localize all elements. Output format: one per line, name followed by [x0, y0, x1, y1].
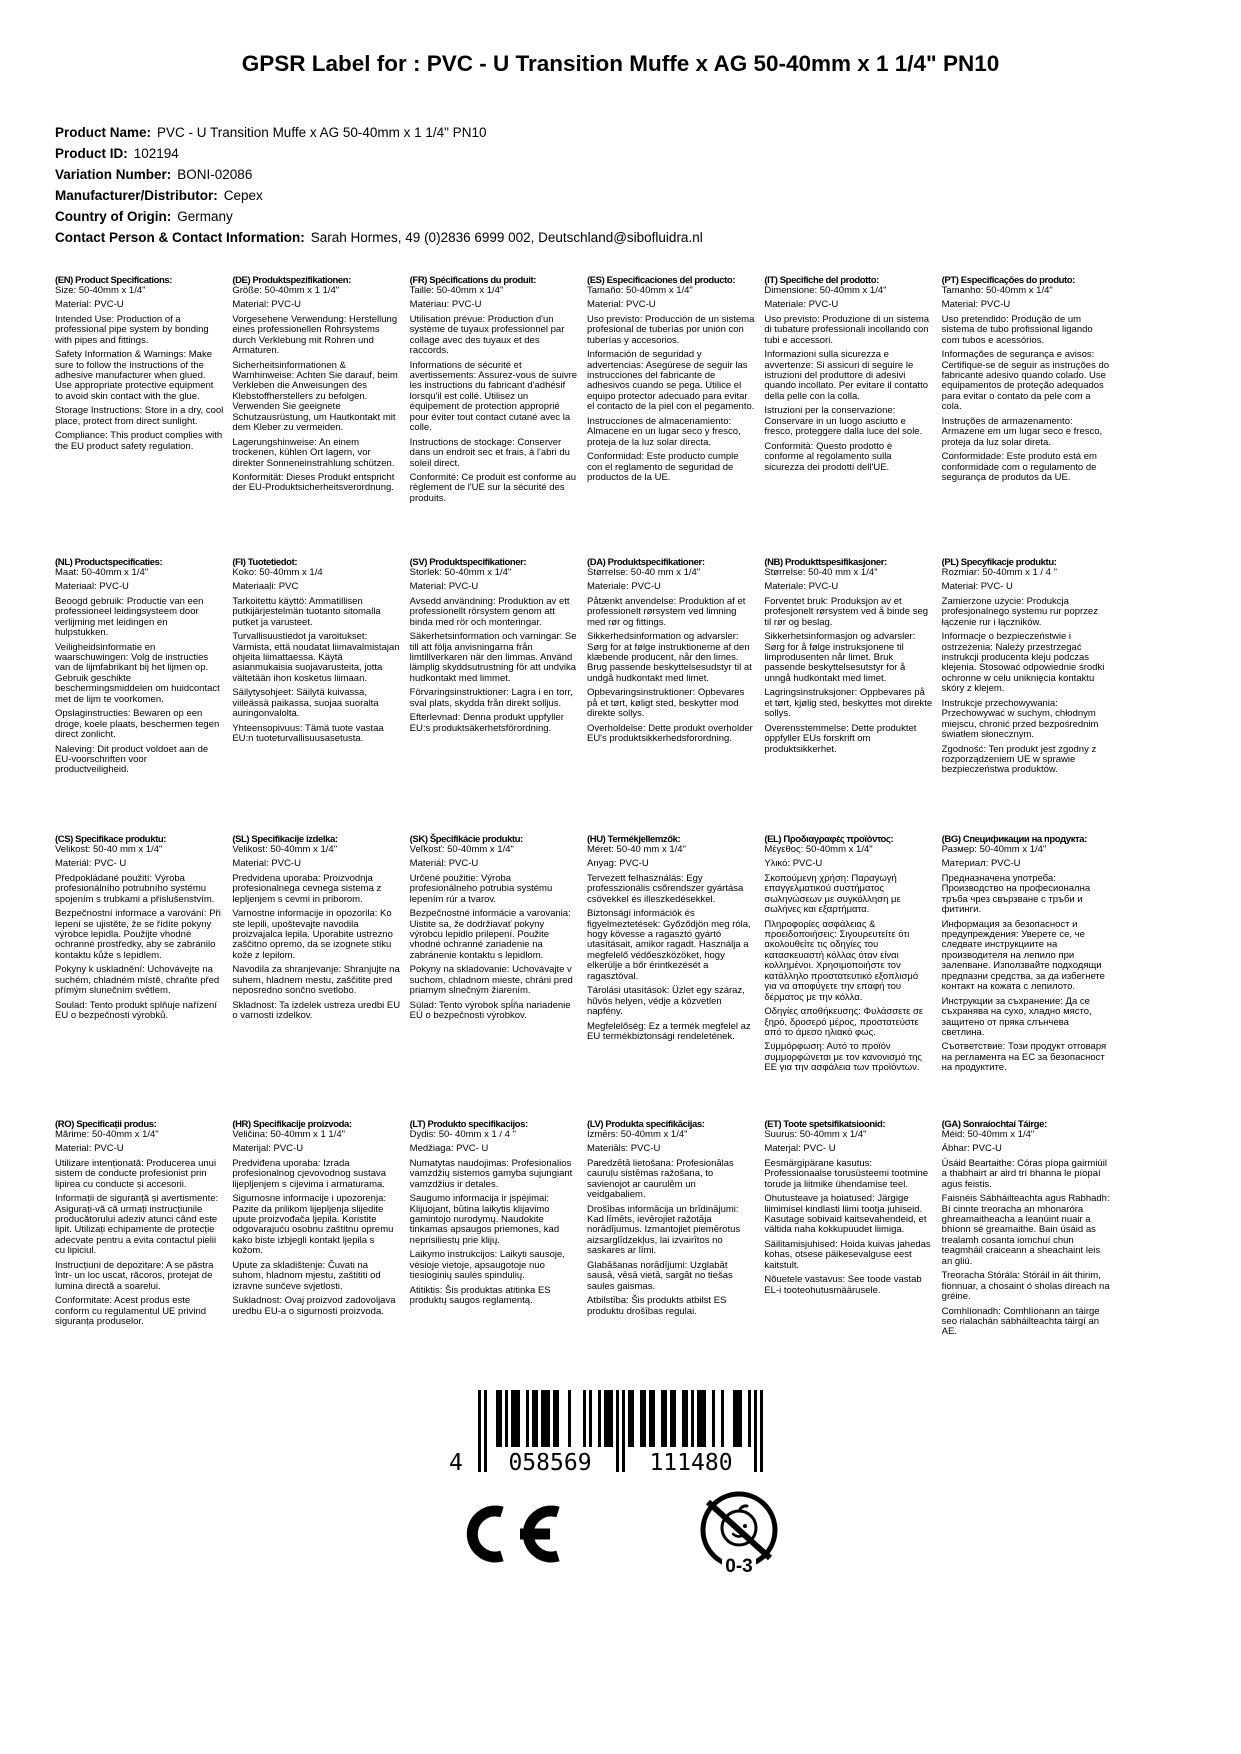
- spec-paragraph: Navodila za shranjevanje: Shranjujte na suhem, hladnem mestu, zaščitite pred neposredno sončno svetlobo.: [232, 964, 400, 997]
- spec-block-fi: [232, 558, 400, 835]
- spec-paragraph: Материал: PVC-U: [941, 858, 1021, 870]
- spec-paragraph: Určené použitie: Výroba profesionálneho potrubia systému lepením rúr a tvarov.: [409, 872, 553, 905]
- spec-paragraph: Forventet bruk: Produksjon av et profesjonelt rørsystem ved å binde seg til rør og beslag.: [764, 595, 929, 628]
- product-info-row: [55, 206, 1241, 227]
- spec-paragraph: Súlad: Tento výrobok spĺňa nariadenie EÚ o bezpečnosti výrobkov.: [409, 999, 571, 1022]
- spec-paragraph: Materijal: PVC-U: [232, 1143, 304, 1155]
- spec-block-lv: [587, 1120, 755, 1338]
- spec-paragraph: Upute za skladištenje: Čuvati na suhom, hladnom mjestu, zaštititi od izravne sunčeve svjetlosti.: [232, 1259, 381, 1292]
- spec-paragraph: Υλικό: PVC-U: [764, 858, 823, 870]
- field-value: Germany: [177, 208, 233, 224]
- spec-paragraph: Størrelse: 50-40 mm x 1/4": [586, 566, 701, 578]
- spec-block-pt: [942, 276, 1110, 558]
- barcode-module: [760, 1390, 763, 1472]
- spec-paragraph: Informações de segurança e avisos: Certifique-se de seguir as instruções do fabricante adesivo quando colado. Use equipamentos de proteção adequados para evitar o contato da pele com a cola.: [941, 349, 1110, 413]
- spec-paragraph: Veľkosť: 50-40mm x 1/4": [409, 843, 514, 855]
- spec-heading: (LV) Produkta specifikācijas:: [586, 1118, 705, 1130]
- spec-heading: (HU) Termékjellemzők:: [586, 833, 681, 845]
- spec-paragraph: Materiāls: PVC-U: [586, 1143, 661, 1155]
- spec-paragraph: Suurus: 50-40mm x 1/4": [764, 1128, 867, 1140]
- spec-paragraph: Μέγεθος: 50-40mm x 1/4": [764, 843, 873, 855]
- spec-paragraph: Méret: 50-40 mm x 1/4": [586, 843, 686, 855]
- barcode-digits-left: 058569: [505, 1452, 594, 1475]
- spec-heading: (GA) Sonraíochtaí Táirge:: [941, 1118, 1047, 1130]
- spec-paragraph: Material: PVC-U: [409, 581, 479, 593]
- spec-paragraph: Dydis: 50- 40mm x 1 / 4 ": [409, 1128, 516, 1140]
- spec-paragraph: Instrukcje przechowywania: Przechowywać w suchym, chłodnym miejscu, chronić przed bezpośrednim światłem słonecznym.: [941, 697, 1099, 741]
- spec-paragraph: Информация за безопасност и предупреждения: Уверете се, че следвате инструкциите на производителя на лепило при залепване. Използвайте подходящи предпазни средства, за да избегнете контакт на кожата с лепилото.: [941, 918, 1105, 993]
- spec-paragraph: Koko: 50-40mm x 1/4: [232, 566, 323, 578]
- spec-paragraph: Material: PVC-U: [55, 299, 124, 311]
- spec-paragraph: Skladnost: Ta izdelek ustreza uredbi EU o varnosti izdelkov.: [232, 999, 401, 1022]
- spec-paragraph: Förvaringsinstruktioner: Lagra i en torr, sval plats, skydda från direkt solljus.: [409, 687, 573, 709]
- product-info-row: [55, 227, 1241, 248]
- spec-paragraph: Uso previsto: Producción de un sistema profesional de tuberías por unión con tuberías y accesorios.: [586, 313, 755, 346]
- spec-paragraph: Storlek: 50-40mm x 1/4": [409, 566, 512, 578]
- spec-paragraph: Tamanho: 50-40mm x 1/4": [941, 284, 1053, 296]
- spec-block-el: [764, 835, 932, 1120]
- spec-heading: (NB) Produkttspesifikasjoner:: [764, 556, 887, 568]
- spec-heading: (CS) Specifikace produktu:: [55, 833, 167, 845]
- spec-heading: (SL) Specifikacije izdelka:: [232, 833, 338, 845]
- spec-block-de: [232, 276, 400, 558]
- spec-paragraph: Maat: 50-40mm x 1/4": [55, 566, 149, 578]
- spec-paragraph: Opslaginstructies: Bewaren op een droge, koele plaats, beschermen tegen direct zonlicht.: [55, 708, 220, 741]
- spec-heading: (FI) Tuotetiedot:: [232, 556, 298, 568]
- spec-paragraph: Material: PVC-U: [232, 858, 301, 870]
- spec-paragraph: Drošības informācija un brīdinājumi: Kad līmēts, ievērojiet ražotāja norādījumus. Izmantojiet piemērotus aizsarglīdzekļus, lai izvairītos no saskares ar līmi.: [586, 1203, 741, 1257]
- spec-block-nl: [55, 558, 223, 835]
- spec-paragraph: Uso pretendido: Produção de um sistema de tubo profissional ligando com tubos e acessórios.: [941, 313, 1093, 346]
- spec-paragraph: Materiale: PVC-U: [586, 581, 661, 593]
- spec-paragraph: Biztonsági információk és figyelmeztetések: Győződjön meg róla, hogy kövesse a ragasztó gyártó utasításait, amikor ragadt. Használja a megfelelő védőeszközöket, hogy elkerülje a bőr érintkezését a ragasztóval.: [586, 908, 751, 982]
- compliance-marks: [0, 1488, 1241, 1580]
- spec-paragraph: Size: 50-40mm x 1/4": [55, 284, 146, 296]
- spec-paragraph: Overensstemmelse: Dette produktet oppfyller EUs forskrift om produktsikkerhet.: [764, 722, 917, 755]
- spec-paragraph: Ábhar: PVC-U: [941, 1143, 1002, 1155]
- spec-paragraph: Izmērs: 50-40mm x 1/4": [586, 1128, 688, 1140]
- spec-paragraph: Conformité: Ce produit est conforme au règlement de l'UE sur la sécurité des produits.: [409, 471, 576, 504]
- field-value: BONI-02086: [177, 166, 253, 182]
- spec-block-it: [764, 276, 932, 558]
- age-warning-0-3-icon: [694, 1488, 784, 1580]
- spec-paragraph: Beoogd gebruik: Productie van een professioneel leidingsysteem door verlijming met leidingen en hulpstukken.: [55, 595, 204, 639]
- spec-heading: (ES) Especificaciones del producto:: [586, 274, 736, 286]
- spec-paragraph: Sicherheitsinformationen & Warnhinweise: Achten Sie darauf, beim Verkleben die Anweisungen des Klebstoffherstellers zu befolgen. Verwenden Sie geeignete Schutzausrüstung, um Hautkontakt mit dem Kleber zu vermeiden.: [232, 359, 398, 434]
- field-label: Product Name:: [55, 124, 152, 140]
- field-label: Variation Number:: [55, 166, 172, 182]
- spec-paragraph: Materjal: PVC- U: [764, 1143, 836, 1155]
- spec-block-sk: [410, 835, 578, 1120]
- spec-paragraph: Paredzētā lietošana: Profesionālas cauruļu sistēmas ražošana, to savienojot ar caurulēm un veidgabaliem.: [586, 1157, 734, 1201]
- spec-paragraph: Tamaño: 50-40mm x 1/4": [586, 284, 693, 296]
- spec-paragraph: Conformidade: Este produto está em conformidade com o regulamento de segurança de produtos da UE.: [941, 451, 1097, 483]
- spec-paragraph: Méid: 50-40mm x 1/4": [941, 1128, 1035, 1140]
- spec-paragraph: Informazioni sulla sicurezza e avvertenze: Si assicuri di seguire le istruzioni del produttore di adesivi quando incollato. Per evitare il contatto della pelle con la colla.: [764, 349, 929, 402]
- spec-heading: (DA) Produktspecifikationer:: [586, 556, 705, 568]
- spec-paragraph: Conformidad: Este producto cumple con el reglamento de seguridad de productos de la UE.: [586, 451, 739, 483]
- spec-paragraph: Съответствие: Този продукт отговаря на регламента на ЕС за безопасност на продуктите.: [941, 1041, 1107, 1074]
- spec-paragraph: Rozmiar: 50-40mm x 1 / 4 ": [941, 566, 1057, 578]
- spec-heading: (FR) Spécifications du produit:: [409, 274, 537, 286]
- spec-paragraph: Material: PVC-U: [55, 1143, 124, 1155]
- spec-paragraph: Informații de siguranță și avertismente: Asigurați-vă că urmați instrucțiunile producătorului adeziv atunci când este lipit. Utilizați echipamente de protecție adecvate pentru a evita contactul pielii cu lipiciul.: [55, 1193, 219, 1257]
- spec-heading: (ET) Toote spetsifikatsioonid:: [764, 1118, 886, 1130]
- spec-block-es: [587, 276, 755, 558]
- spec-paragraph: Velikost: 50-40 mm x 1/4": [55, 843, 163, 855]
- spec-paragraph: Treoracha Stórála: Stóráil in áit thirim, fionnuar, a chosaint ó sholas díreach na gréine.: [941, 1270, 1110, 1303]
- spec-paragraph: Utilisation prévue: Production d'un système de tuyaux professionnel par collage avec des tuyaux et des raccords.: [409, 313, 565, 357]
- spec-paragraph: Instructions de stockage: Conserver dans un endroit sec et frais, à l'abri du soleil direct.: [409, 436, 570, 469]
- field-value: 102194: [133, 145, 179, 161]
- spec-paragraph: Uso previsto: Produzione di un sistema di tubature professionali incollando con tubi e accessori.: [764, 313, 930, 346]
- spec-paragraph: Instrucciones de almacenamiento: Almacene en un lugar seco y fresco, proteja de la luz solar directa.: [586, 415, 741, 448]
- field-value: PVC - U Transition Muffe x AG 50-40mm x 1 1/4" PN10: [157, 124, 487, 140]
- language-specs-grid: [55, 276, 1110, 1338]
- spec-paragraph: Sigurnosne informacije i upozorenja: Pazite da prilikom lijepljenja slijedite upute proizvođača ljepila. Koristite odgovarajuću osobnu zaštitnu opremu kako biste izbjegli kontakt ljepila s kožom.: [232, 1193, 394, 1257]
- spec-paragraph: Größe: 50-40mm x 1 1/4": [232, 284, 340, 296]
- spec-paragraph: Matériau: PVC-U: [409, 299, 482, 311]
- ce-mark-icon: [458, 1505, 566, 1563]
- spec-paragraph: Atbilstība: Šis produkts atbilst ES produktu drošības regulai.: [586, 1295, 727, 1317]
- spec-paragraph: Úsáid Beartaithe: Córas píopa gairmiúil a thabhairt ar aird trí bhanna le píopaí agus feistis.: [941, 1157, 1107, 1190]
- spec-paragraph: Størrelse: 50-40 mm x 1/4": [764, 566, 878, 578]
- spec-paragraph: Nõuetele vastavus: See toode vastab EL-i tooteohutusmäärusele.: [764, 1274, 922, 1296]
- spec-paragraph: Materiał: PVC- U: [941, 581, 1013, 593]
- field-label: Country of Origin:: [55, 208, 172, 224]
- spec-heading: (NL) Productspecificaties:: [55, 556, 163, 568]
- spec-paragraph: Storage Instructions: Store in a dry, cool place, protect from direct sunlight.: [55, 405, 224, 427]
- spec-paragraph: Numatytas naudojimas: Profesionalios vamzdžių sistemos gamyba sujungiant vamzdžius ir detales.: [409, 1157, 573, 1190]
- spec-block-nb: [764, 558, 932, 835]
- spec-paragraph: Anyag: PVC-U: [586, 858, 649, 870]
- spec-heading: (LT) Produkto specifikacijos:: [409, 1118, 528, 1130]
- spec-paragraph: Påtænkt anvendelse: Produktion af et professionelt rørsystem ved limning med rør og fittings.: [586, 595, 746, 628]
- spec-paragraph: Compliance: This product complies with the EU product safety regulation.: [55, 430, 223, 452]
- spec-paragraph: Safety Information & Warnings: Make sure to follow the instructions of the adhesive manufacturer when glued. Use appropriate protective equipment to avoid skin contact with the glue.: [55, 349, 214, 402]
- spec-block-hu: [587, 835, 755, 1120]
- spec-paragraph: Turvallisuustiedot ja varoitukset: Varmista, että noudatat liimavalmistajan ohjeita liimattaessa. Käytä asianmukaisia suojavarusteita, jotta vältetään ihon kosketus liimaan.: [232, 631, 400, 684]
- spec-paragraph: Předpokládané použití: Výroba profesionálního potrubního systému spojením s trubkami a příslušenstvím.: [55, 872, 215, 905]
- spec-heading: (BG) Спецификации на продукта:: [941, 833, 1087, 845]
- spec-paragraph: Sikkerhedsinformation og advarsler: Sørg for at følge instruktionerne af den klæbende producent, når den limes. Brug passende beskyttelsesudstyr til at undgå hudkontakt med limet.: [586, 631, 752, 684]
- spec-paragraph: Konformität: Dieses Produkt entspricht der EU-Produktsicherheitsverordnung.: [232, 471, 395, 494]
- spec-paragraph: Tarkoitettu käyttö: Ammatillisen putkijärjestelmän tuotanto sitomalla putket ja varusteet.: [232, 595, 381, 628]
- spec-block-lt: [410, 1120, 578, 1338]
- spec-heading: (RO) Specificații produs:: [55, 1118, 157, 1130]
- spec-heading: (IT) Specifiche del prodotto:: [764, 274, 879, 286]
- product-info-row: [55, 164, 1241, 185]
- spec-paragraph: Avsedd användning: Produktion av ett professionellt rörsystem genom att binda med rör och monteringar.: [409, 595, 570, 628]
- spec-heading: (EL) Προδιαγραφές προϊόντος:: [764, 833, 894, 845]
- spec-paragraph: Material: PVC-U: [232, 299, 301, 311]
- spec-paragraph: Dimensione: 50-40mm x 1/4": [764, 284, 887, 296]
- spec-paragraph: Material: PVC-U: [941, 299, 1011, 311]
- spec-paragraph: Instrucțiuni de depozitare: A se păstra într- un loc uscat, răcoros, protejat de lumina directă a soarelui.: [55, 1259, 214, 1292]
- spec-paragraph: Sikkerhetsinformasjon og advarsler: Sørg for å følge instruksjonene til limprodusenten når limet. Bruk passende beskyttelsesutstyr for å unngå hudkontakt med limet.: [764, 631, 916, 684]
- spec-paragraph: Предназначена употреба: Производство на професионална тръба чрез свързване с тръби и фитинги.: [941, 872, 1091, 916]
- spec-paragraph: Materiaali: PVC: [232, 581, 299, 593]
- spec-block-pl: [942, 558, 1110, 835]
- spec-paragraph: Yhteensopivuus: Tämä tuote vastaa EU:n tuoteturvallisuusasetusta.: [232, 722, 384, 745]
- field-label: Manufacturer/Distributor:: [55, 187, 218, 203]
- spec-paragraph: Predviđena uporaba: Izrada profesionalnog cjevovodnog sustava lijepljenjem s cijevima i armaturama.: [232, 1157, 387, 1190]
- spec-paragraph: Información de seguridad y advertencias: Asegúrese de seguir las instrucciones del fabricante de adhesivos cuando se pega. Utilice el equipo protector adecuado para evitar el contacto de la piel con el pegamento.: [586, 349, 755, 413]
- spec-paragraph: Naleving: Dit product voldoet aan de EU-voorschriften voor productveiligheid.: [55, 743, 209, 776]
- spec-heading: (SV) Produktspecifikationer:: [409, 556, 527, 568]
- spec-paragraph: Predvidena uporaba: Proizvodnja profesionalnega cevnega sistema z lepljenjem s cevmi in priborom.: [232, 872, 382, 905]
- spec-paragraph: Materiale: PVC-U: [764, 299, 839, 311]
- spec-block-ga: [942, 1120, 1110, 1338]
- spec-paragraph: Säilitamisjuhised: Hoida kuivas jahedas kohas, otsese päikesevalguse eest kaitstult.: [764, 1238, 931, 1271]
- spec-paragraph: Laikymo instrukcijos: Laikyti sausoje, vėsioje vietoje, apsaugotoje nuo tiesioginių saulės spindulių.: [409, 1249, 565, 1282]
- spec-paragraph: Utilizare intenționată: Producerea unui sistem de conducte profesionist prin lipirea cu conducte și accesorii.: [55, 1157, 217, 1190]
- spec-paragraph: Πληροφορίες ασφάλειας & προειδοποιήσεις: Σιγουρευτείτε ότι ακολουθείτε τις οδηγίες του κατασκευαστή κόλλας όταν είναι κολλημένοι. Χρησιμοποιήστε τον κατάλληλο προστατευτικό εξοπλισμό για να αποφύγετε την επαφή του δέρματος με την κόλλα.: [764, 918, 919, 1003]
- spec-paragraph: Glabāšanas norādījumi: Uzglabāt sausā, vēsā vietā, sargāt no tiešas saules gaismas.: [586, 1259, 733, 1292]
- spec-heading: (HR) Specifikacije proizvoda:: [232, 1118, 352, 1130]
- barcode-digit-prefix: 4: [446, 1452, 466, 1475]
- spec-paragraph: Sukladnost: Ovaj proizvod zadovoljava uredbu EU-a o sigurnosti proizvoda.: [232, 1295, 396, 1317]
- spec-paragraph: Pokyny na skladovanie: Uchovávajte v suchom, chladnom mieste, chráni pred priamym slnečným žiarením.: [409, 964, 573, 997]
- spec-paragraph: Ohutusteave ja hoiatused: Järgige liimimisel kindlasti liimi tootja juhiseid. Kasutage sobivaid kaitsevahendeid, et vältida naha kokkupuudet liimiga.: [764, 1193, 927, 1236]
- product-info-row: [55, 143, 1241, 164]
- product-info-row: [55, 185, 1241, 206]
- spec-heading: (DE) Produktspezifikationen:: [232, 274, 351, 286]
- spec-block-ro: [55, 1120, 223, 1338]
- spec-paragraph: Pokyny k uskladnění: Uchovávejte na suchém, chladném místě, chraňte před přímým slunečním světlem.: [55, 964, 220, 997]
- spec-block-fr: [410, 276, 578, 558]
- spec-block-et: [764, 1120, 932, 1338]
- spec-paragraph: Οδηγίες αποθήκευσης: Φυλάσσετε σε ξηρό, δροσερό μέρος, προστατεύστε από το άμεσο ηλιακό φως.: [764, 1006, 924, 1038]
- spec-paragraph: Velikost: 50-40mm x 1/4": [232, 843, 338, 855]
- spec-paragraph: Eesmärgipärane kasutus: Professionaalse torusüsteemi tootmine torude ja liitmike ühendamise teel.: [764, 1157, 929, 1190]
- spec-paragraph: Taille: 50-40mm x 1/4": [409, 284, 504, 296]
- spec-paragraph: Informations de sécurité et avertissements: Assurez-vous de suivre les instructions du fabricant d'adhésif lorsqu'il est collé. Utilisez un équipement de protection approprié pour éviter tout contact cutané avec la colle.: [409, 359, 578, 434]
- spec-paragraph: Conformitate: Acest produs este conform cu regulamentul UE privind siguranța produselor.: [55, 1295, 207, 1327]
- field-value: Cepex: [223, 187, 263, 203]
- spec-block-da: [587, 558, 755, 835]
- spec-paragraph: Conformità: Questo prodotto è conforme al regolamento sulla sicurezza dei prodotti dell'UE.: [764, 440, 893, 473]
- page-title: GPSR Label for : PVC - U Transition Muffe x AG 50-40mm x 1 1/4" PN10: [241, 51, 1000, 76]
- product-info-row: [55, 122, 1241, 143]
- spec-paragraph: Istruzioni per la conservazione: Conservare in un luogo asciutto e fresco, proteggere dalla luce del sole.: [764, 405, 923, 438]
- spec-paragraph: Bezpečnostné informácie a varovania: Uistite sa, že dodržiavať pokyny výrobcu lepidlo prilepení. Použite vhodné ochranné zariadenie na zabránenie kontaktu s lepidlom.: [409, 908, 571, 961]
- spec-paragraph: Lagringsinstruksjoner: Oppbevares på et tørt, kjølig sted, beskyttes mot direkte sollys.: [764, 687, 933, 720]
- spec-paragraph: Tervezett felhasználás: Egy professzionális csőrendszer gyártása csövekkel és illeszkedésekkel.: [586, 872, 744, 905]
- spec-paragraph: Varnostne informacije in opozorila: Ko ste lepili, upoštevajte navodila proizvajalca lepila. Uporabite ustrezno zaščitno opremo, da se izognete stiku kože z lepilom.: [232, 908, 393, 961]
- spec-paragraph: Mărime: 50-40mm x 1/4": [55, 1128, 159, 1140]
- spec-block-en: [55, 276, 223, 558]
- spec-paragraph: Materiál: PVC- U: [55, 858, 127, 870]
- spec-paragraph: Megfelelőség: Ez a termék megfelel az EU termékbiztonsági rendeletének.: [586, 1020, 751, 1042]
- spec-paragraph: Opbevaringsinstruktioner: Opbevares på et tørt, køligt sted, beskytter mod direkte sollys.: [586, 687, 745, 720]
- spec-block-sv: [410, 558, 578, 835]
- spec-paragraph: Tárolási utasítások: Üzlet egy száraz, hűvös helyen, védje a közvetlen napfény.: [586, 985, 745, 1018]
- spec-paragraph: Materiaal: PVC-U: [55, 581, 129, 593]
- spec-paragraph: Zgodność: Ten produkt jest zgodny z rozporządzeniem UE w sprawie bezpieczeństwa produktów.: [941, 743, 1097, 776]
- spec-paragraph: Bezpečnostní informace a varování: Při lepení se ujistěte, že se řídíte pokyny výrobce lepidla. Použijte vhodné ochranné prostředky, aby se zabránilo kontaktu kůže s lepidlem.: [55, 908, 221, 961]
- spec-paragraph: Zamierzone użycie: Produkcja profesjonalnego systemu rur poprzez łączenie rur i łączników.: [941, 595, 1098, 628]
- product-info-section: [55, 122, 1241, 248]
- spec-paragraph: Размер: 50-40mm x 1/4": [941, 843, 1047, 855]
- spec-block-cs: [55, 835, 223, 1120]
- spec-paragraph: Materiál: PVC-U: [409, 858, 479, 870]
- spec-paragraph: Σκοπούμενη χρήση: Παραγωγή επαγγελματικού συστήματος σωληνώσεων με συγκόλληση με σωλήνες και εξαρτήματα.: [764, 872, 901, 916]
- spec-paragraph: Instruções de armazenamento: Armazene em um lugar seco e fresco, proteja da luz solar direta.: [941, 415, 1103, 448]
- spec-paragraph: Säilytysohjeet: Säilytä kuivassa, viileässä paikassa, suojaa suoralta auringonvalolta.: [232, 687, 379, 720]
- spec-paragraph: Инструкции за съхранение: Да се съхранява на сухо, хладно място, защитено от пряка слънчева светлина.: [941, 995, 1092, 1038]
- age-warning-label: 0-3: [724, 1555, 753, 1577]
- field-label: Product ID:: [55, 145, 128, 161]
- spec-paragraph: Comhlíonadh: Comhlíonann an táirge seo rialachán sábháilteachta táirgí an AE.: [941, 1305, 1100, 1338]
- spec-paragraph: Vorgesehene Verwendung: Herstellung eines professionellen Rohrsystems durch Verklebung mit Rohren und Armaturen.: [232, 313, 398, 357]
- spec-paragraph: Veličina: 50-40mm x 1 1/4": [232, 1128, 346, 1140]
- spec-paragraph: Συμμόρφωση: Αυτό το προϊόν συμμορφώνεται με τον κανονισμό της ΕΕ για την ασφάλεια των προϊόντων.: [764, 1041, 922, 1074]
- spec-paragraph: Overholdelse: Dette produkt overholder EU's produktsikkerhedsforordning.: [586, 722, 753, 745]
- spec-paragraph: Medžiaga: PVC- U: [409, 1143, 489, 1155]
- spec-paragraph: Intended Use: Production of a professional pipe system by bonding with pipes and fittings.: [55, 313, 209, 346]
- spec-paragraph: Faisnéis Sábháilteachta agus Rabhadh: Bí cinnte treoracha an mhonaróra ghreamaitheacha a leanúint nuair a bhíonn sé greamaithe. Bain úsáid as trealamh cosanta iomchuí chun teagmháil craiceann a sheachaint leis an gliú.: [941, 1193, 1110, 1267]
- spec-heading: (PL) Specyfikacje produktu:: [941, 556, 1057, 568]
- field-label: Contact Person & Contact Information:: [55, 229, 305, 245]
- spec-paragraph: Material: PVC-U: [586, 299, 656, 311]
- spec-paragraph: Soulad: Tento produkt splňuje nařízení EU o bezpečnosti výrobků.: [55, 999, 217, 1022]
- spec-block-sl: [232, 835, 400, 1120]
- field-value: Sarah Hormes, 49 (0)2836 6999 002, Deutschland@sibofluidra.nl: [310, 229, 703, 245]
- spec-paragraph: Materiale: PVC-U: [764, 581, 839, 593]
- spec-heading: (EN) Product Specifications:: [55, 274, 173, 286]
- spec-block-hr: [232, 1120, 400, 1338]
- spec-paragraph: Lagerungshinweise: An einem trockenen, kühlen Ort lagern, vor direkter Sonneneinstrahlung schützen.: [232, 436, 395, 469]
- ean13-barcode: [449, 1390, 763, 1476]
- spec-paragraph: Veiligheidsinformatie en waarschuwingen: Volg de instructies van de lijmfabrikant bij het lijmen op. Gebruik geschikte beschermingsmiddelen om huidcontact met de lijm te voorkomen.: [55, 641, 220, 705]
- spec-paragraph: Säkerhetsinformation och varningar: Se till att följa anvisningarna från limtillverkaren när den limmas. Använd lämplig skyddsutrustning för att undvika hudkontakt med limmet.: [409, 631, 577, 684]
- spec-paragraph: Atitiktis: Šis produktas atitinka ES produktų saugos reglamentą.: [409, 1284, 551, 1307]
- spec-paragraph: Efterlevnad: Denna produkt uppfyller EU:s produktsäkerhetsförordning.: [409, 712, 564, 734]
- spec-heading: (PT) Especificações do produto:: [941, 274, 1075, 286]
- spec-heading: (SK) Špecifikácie produktu:: [409, 833, 523, 845]
- spec-paragraph: Saugumo informacija ir įspėjimai: Klijuojant, būtina laikytis klijavimo gamintojo nurodymų. Naudokite tinkamas apsaugos priemones, kad neprisiliestų prie klijų.: [409, 1193, 560, 1246]
- barcode-digits-right: 111480: [646, 1452, 735, 1475]
- spec-block-bg: [942, 835, 1110, 1120]
- spec-paragraph: Informacje o bezpieczeństwie i ostrzeżenia: Należy przestrzegać instrukcji producenta kleju podczas klejenia. Stosować odpowiednie środki ochronne w celu uniknięcia kontaktu skóry z klejem.: [941, 631, 1105, 695]
